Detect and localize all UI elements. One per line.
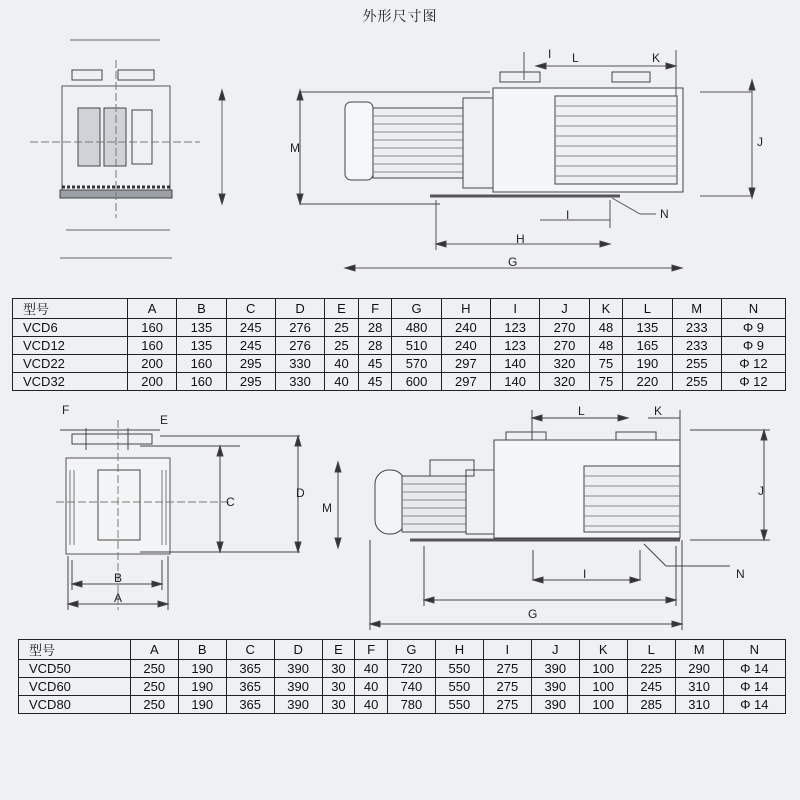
- dim-label-b: B: [114, 571, 123, 585]
- table-cell: 295: [226, 373, 275, 391]
- table-cell: 320: [540, 373, 589, 391]
- dim-label-d: D: [296, 486, 305, 500]
- header-cell: 型号: [19, 640, 131, 660]
- table-cell: 310: [675, 696, 723, 714]
- table-cell: 40: [355, 696, 388, 714]
- header-cell: L: [623, 299, 672, 319]
- table-cell: 276: [275, 319, 324, 337]
- header-cell: B: [177, 299, 226, 319]
- dim-label-j: J: [757, 135, 763, 149]
- header-cell: M: [672, 299, 721, 319]
- table-cell: 165: [623, 337, 672, 355]
- table-cell: 75: [589, 373, 623, 391]
- header-cell: D: [275, 299, 324, 319]
- table-cell: 365: [226, 678, 274, 696]
- header-cell: A: [130, 640, 178, 660]
- model-cell: VCD22: [13, 355, 128, 373]
- table-cell: Φ 12: [721, 373, 785, 391]
- table-cell: 48: [589, 337, 623, 355]
- model-cell: VCD80: [19, 696, 131, 714]
- table-cell: 480: [392, 319, 441, 337]
- header-cell: J: [540, 299, 589, 319]
- table-cell: 28: [358, 337, 392, 355]
- table-cell: 550: [435, 696, 483, 714]
- dim-label-g: G: [508, 255, 518, 269]
- header-cell: L: [627, 640, 675, 660]
- table-cell: 225: [627, 660, 675, 678]
- table-cell: 160: [127, 337, 176, 355]
- header-cell: G: [392, 299, 441, 319]
- table-cell: 250: [130, 678, 178, 696]
- header-cell: D: [274, 640, 322, 660]
- table-cell: 123: [491, 319, 540, 337]
- table-cell: 190: [178, 660, 226, 678]
- table-cell: 140: [491, 355, 540, 373]
- dim-label-i-top: I: [548, 47, 552, 61]
- table-cell: 780: [387, 696, 435, 714]
- table-cell: 240: [441, 319, 490, 337]
- table-cell: 190: [178, 696, 226, 714]
- header-cell: C: [226, 299, 275, 319]
- table-cell: 190: [178, 678, 226, 696]
- header-cell: H: [441, 299, 490, 319]
- table-cell: 390: [531, 696, 579, 714]
- table-cell: 75: [589, 355, 623, 373]
- table-cell: 297: [441, 373, 490, 391]
- table-cell: 365: [226, 696, 274, 714]
- table-cell: 330: [275, 373, 324, 391]
- header-cell: G: [387, 640, 435, 660]
- table-cell: 100: [579, 678, 627, 696]
- table-cell: 200: [127, 373, 176, 391]
- table-cell: 255: [672, 355, 721, 373]
- header-cell: I: [491, 299, 540, 319]
- table-cell: Φ 14: [723, 660, 785, 678]
- side-view-large: [335, 410, 770, 630]
- header-cell: H: [435, 640, 483, 660]
- table-cell: 276: [275, 337, 324, 355]
- table-cell: 28: [358, 319, 392, 337]
- table-cell: Φ 9: [721, 319, 785, 337]
- table-cell: 720: [387, 660, 435, 678]
- table-row: [19, 660, 786, 678]
- front-view-large: [56, 420, 301, 610]
- table-cell: 25: [325, 337, 359, 355]
- spec-table-large-models: [18, 639, 786, 714]
- dim-label-k: K: [652, 51, 661, 65]
- table-cell: 290: [675, 660, 723, 678]
- table-cell: 135: [177, 319, 226, 337]
- table-cell: 255: [672, 373, 721, 391]
- table-cell: 200: [127, 355, 176, 373]
- table-cell: 270: [540, 319, 589, 337]
- table-cell: 390: [274, 660, 322, 678]
- table-cell: 390: [531, 660, 579, 678]
- table-header-row: [19, 640, 786, 660]
- table-cell: 570: [392, 355, 441, 373]
- table-cell: 390: [274, 678, 322, 696]
- table-cell: Φ 12: [721, 355, 785, 373]
- table-cell: 40: [325, 373, 359, 391]
- header-cell: M: [675, 640, 723, 660]
- table-cell: 160: [177, 373, 226, 391]
- table-cell: 48: [589, 319, 623, 337]
- dim-label-n-2: N: [736, 567, 745, 581]
- table-cell: 245: [627, 678, 675, 696]
- page-title: 外形尺寸图: [362, 9, 438, 25]
- model-cell: VCD12: [13, 337, 128, 355]
- table-cell: 275: [483, 696, 531, 714]
- table-cell: 135: [623, 319, 672, 337]
- table-cell: 220: [623, 373, 672, 391]
- table-cell: 600: [392, 373, 441, 391]
- table-cell: 510: [392, 337, 441, 355]
- dim-label-m-2: M: [322, 501, 332, 515]
- model-cell: VCD32: [13, 373, 128, 391]
- dim-label-l: L: [572, 51, 579, 65]
- table-row: [19, 696, 786, 714]
- table-cell: 135: [177, 337, 226, 355]
- table-cell: Φ 9: [721, 337, 785, 355]
- model-cell: VCD60: [19, 678, 131, 696]
- table-cell: 390: [274, 696, 322, 714]
- model-cell: VCD50: [19, 660, 131, 678]
- table-row: [19, 678, 786, 696]
- header-cell: N: [723, 640, 785, 660]
- header-cell: K: [589, 299, 623, 319]
- table-cell: 140: [491, 373, 540, 391]
- table-cell: 233: [672, 337, 721, 355]
- table-cell: 250: [130, 660, 178, 678]
- header-cell: E: [322, 640, 355, 660]
- table-cell: 740: [387, 678, 435, 696]
- header-cell: A: [127, 299, 176, 319]
- table-cell: Φ 14: [723, 696, 785, 714]
- table-cell: 245: [226, 319, 275, 337]
- table-cell: 320: [540, 355, 589, 373]
- table-cell: 190: [623, 355, 672, 373]
- table-cell: 100: [579, 696, 627, 714]
- table-cell: 123: [491, 337, 540, 355]
- table-cell: Φ 14: [723, 678, 785, 696]
- table-cell: 45: [358, 373, 392, 391]
- table-cell: 25: [325, 319, 359, 337]
- table-cell: 550: [435, 660, 483, 678]
- table-cell: 250: [130, 696, 178, 714]
- dim-label-j-2: J: [758, 484, 764, 498]
- table-cell: 40: [355, 660, 388, 678]
- dim-label-e: E: [160, 413, 169, 427]
- dim-label-c: C: [226, 495, 235, 509]
- dim-label-f: F: [62, 403, 70, 417]
- table-cell: 390: [531, 678, 579, 696]
- model-cell: VCD6: [13, 319, 128, 337]
- table-cell: 295: [226, 355, 275, 373]
- table-cell: 40: [325, 355, 359, 373]
- table-cell: 30: [322, 660, 355, 678]
- dim-label-i: I: [566, 208, 570, 222]
- table-cell: 240: [441, 337, 490, 355]
- table-cell: 100: [579, 660, 627, 678]
- header-cell: F: [358, 299, 392, 319]
- header-cell: N: [721, 299, 785, 319]
- table-cell: 297: [441, 355, 490, 373]
- table-cell: 160: [127, 319, 176, 337]
- dim-label-m: M: [290, 141, 300, 155]
- table-cell: 270: [540, 337, 589, 355]
- header-cell: E: [325, 299, 359, 319]
- table-cell: 285: [627, 696, 675, 714]
- table-cell: 275: [483, 660, 531, 678]
- table-cell: 30: [322, 678, 355, 696]
- dim-label-i-2: I: [583, 567, 587, 581]
- header-cell: C: [226, 640, 274, 660]
- header-cell: 型号: [13, 299, 128, 319]
- table-cell: 160: [177, 355, 226, 373]
- header-cell: K: [579, 640, 627, 660]
- table-cell: 275: [483, 678, 531, 696]
- header-cell: I: [483, 640, 531, 660]
- table-cell: 40: [355, 678, 388, 696]
- table-cell: 30: [322, 696, 355, 714]
- dim-label-n: N: [660, 207, 669, 221]
- dim-label-h: H: [516, 232, 525, 246]
- dim-label-g-2: G: [528, 607, 538, 621]
- table-cell: 310: [675, 678, 723, 696]
- table-cell: 330: [275, 355, 324, 373]
- table-cell: 45: [358, 355, 392, 373]
- dim-label-a: A: [114, 591, 123, 605]
- dim-label-l-2: L: [578, 404, 585, 418]
- table-cell: 233: [672, 319, 721, 337]
- header-cell: J: [531, 640, 579, 660]
- table-cell: 550: [435, 678, 483, 696]
- header-cell: B: [178, 640, 226, 660]
- dim-label-k-2: K: [654, 404, 663, 418]
- table-cell: 245: [226, 337, 275, 355]
- header-cell: F: [355, 640, 388, 660]
- table-cell: 365: [226, 660, 274, 678]
